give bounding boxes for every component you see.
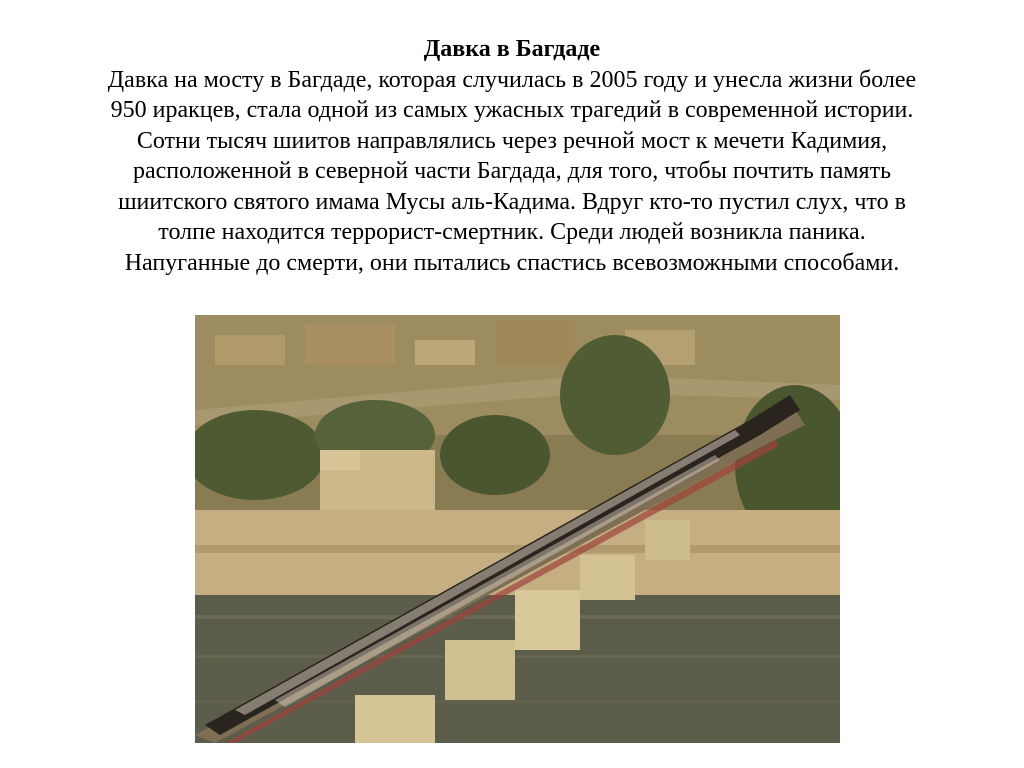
body-line: 950 иракцев, стала одной из самых ужасных трагедий в современной истории. — [110, 97, 914, 123]
body-line: Напуганные до смерти, они пытались спастись всевозможными способами. — [124, 249, 900, 276]
bridge-pillar — [645, 520, 690, 560]
sand-building-tower — [320, 450, 360, 470]
body-line: Сотни тысяч шиитов направлялись через речной мост к мечети Кадимия, — [136, 127, 888, 154]
body-line: шиитского святого имама Мусы аль-Кадима. Вдруг кто-то пустил слух, что в — [118, 188, 906, 215]
bridge-pillar — [580, 555, 635, 600]
body-line: расположенной в северной части Багдада, для того, чтобы почтить память — [132, 158, 892, 184]
bridge-pillar — [355, 695, 435, 743]
bridge-pillar — [445, 640, 515, 700]
river-ripple — [195, 655, 840, 658]
building — [215, 335, 285, 365]
photo-illustration — [195, 315, 840, 743]
bridge-crowd-photo — [195, 315, 840, 743]
body-line: Давка на мосту в Багдаде, которая случилась в 2005 году и унесла жизни более — [107, 66, 917, 93]
building — [495, 320, 575, 365]
slide-title: Давка в Багдаде — [423, 36, 601, 62]
text-block — [20, 34, 1004, 278]
body-line: толпе находится террорист-смертник. Среди людей возникла паника. — [158, 219, 866, 245]
tree-cluster — [560, 335, 670, 455]
building — [415, 340, 475, 365]
building — [305, 325, 395, 365]
bridge-pillar — [515, 590, 580, 650]
tree-cluster — [440, 415, 550, 495]
